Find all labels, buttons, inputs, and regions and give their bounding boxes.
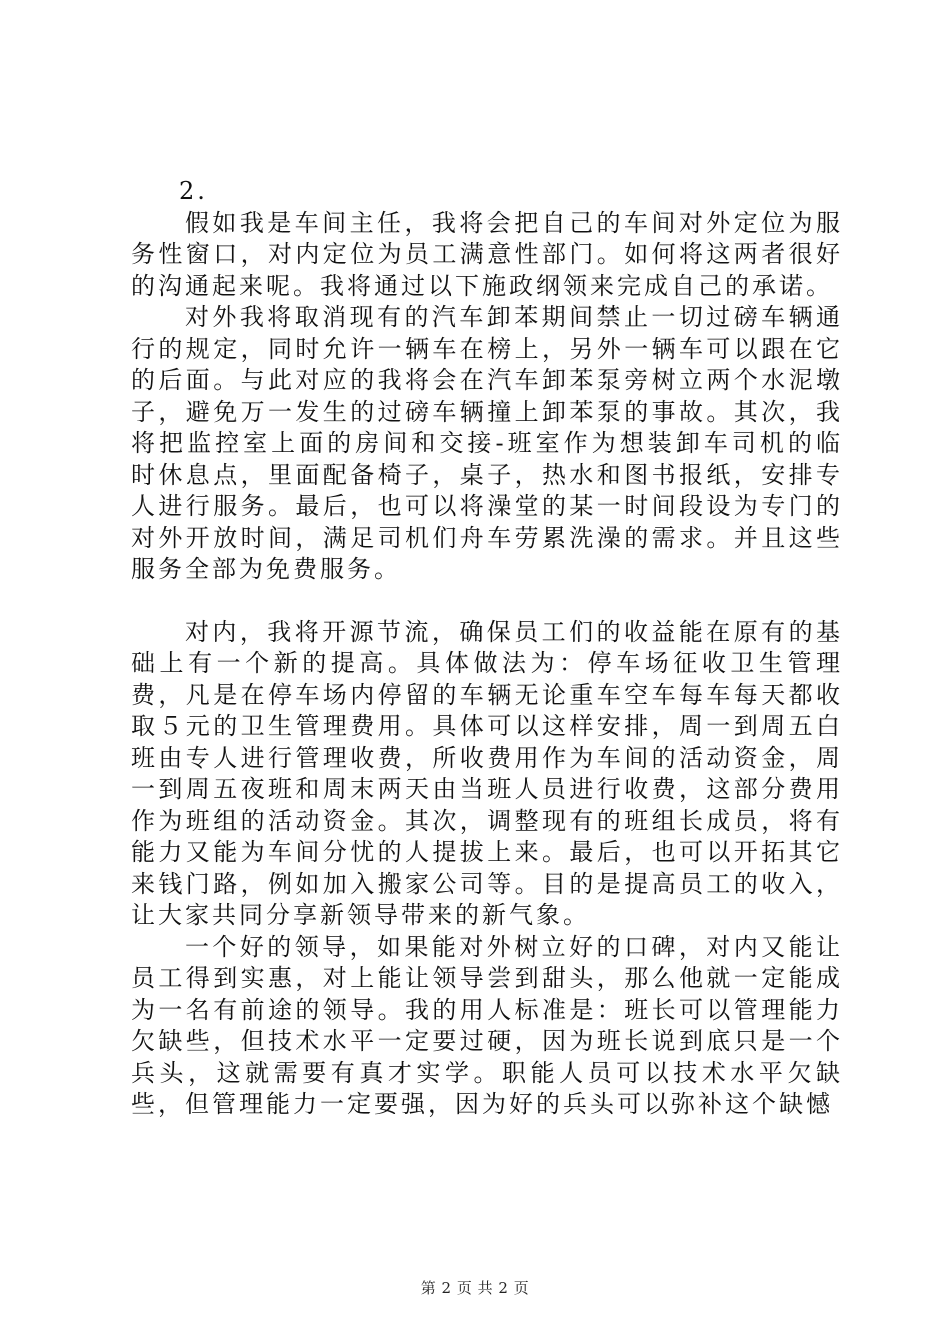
paragraph-intro: 假如我是车间主任，我将会把自己的车间对外定位为服务性窗口，对内定位为员工满意性部门。如何将这两者很好的沟通起来呢。我将通过以下施政纲领来完成自己的承诺。 <box>131 208 843 300</box>
paragraph-external-measures: 对外我将取消现有的汽车卸苯期间禁止一切过磅车辆通行的规定，同时允许一辆车在榜上，另外一辆车可以跟在它的后面。与此对应的我将会在汽车卸苯泵旁树立两个水泥墩子，避免万一发生的过磅车辆撞上卸苯泵的事故。其次，我将把监控室上面的房间和交接-班室作为想装卸车司机的临时休息点，里面配备椅子，桌子，热水和图书报纸，安排专人进行服务。最后，也可以将澡堂的某一时间段设为专门的对外开放时间，满足司机们舟车劳累洗澡的需求。并且这些服务全部为免费服务。 <box>131 303 843 583</box>
page-footer: 第 2 页 共 2 页 <box>420 1279 530 1297</box>
section-number: 2. <box>179 177 208 205</box>
paragraph-spacer <box>131 586 843 617</box>
document-body <box>131 176 843 1121</box>
paragraph-internal-measures: 对内，我将开源节流，确保员工们的收益能在原有的基础上有一个新的提高。具体做法为：停车场征收卫生管理费，凡是在停车场内停留的车辆无论重车空车每车每天都收取５元的卫生管理费用。具体可以这样安排，周一到周五白班由专人进行管理收费，所收费用作为车间的活动资金，周一到周五夜班和周末两天由当班人员进行收费，这部分费用作为班组的活动资金。其次，调整现有的班组长成员，将有能力又能为车间分忧的人提拔上来。最后，也可以开拓其它来钱门路，例如加入搬家公司等。目的是提高员工的收入，让大家共同分享新领导带来的新气象。 <box>131 617 843 929</box>
paragraph-leadership-standards: 一个好的领导，如果能对外树立好的口碑，对内又能让员工得到实惠，对上能让领导尝到甜头，那么他就一定能成为一名有前途的领导。我的用人标准是：班长可以管理能力欠缺些，但技术水平一定要过硬，因为班长说到底只是一个兵头，这就需要有真才实学。职能人员可以技术水平欠缺些，但管理能力一定要强，因为好的兵头可以弥补这个缺憾 <box>131 932 843 1118</box>
